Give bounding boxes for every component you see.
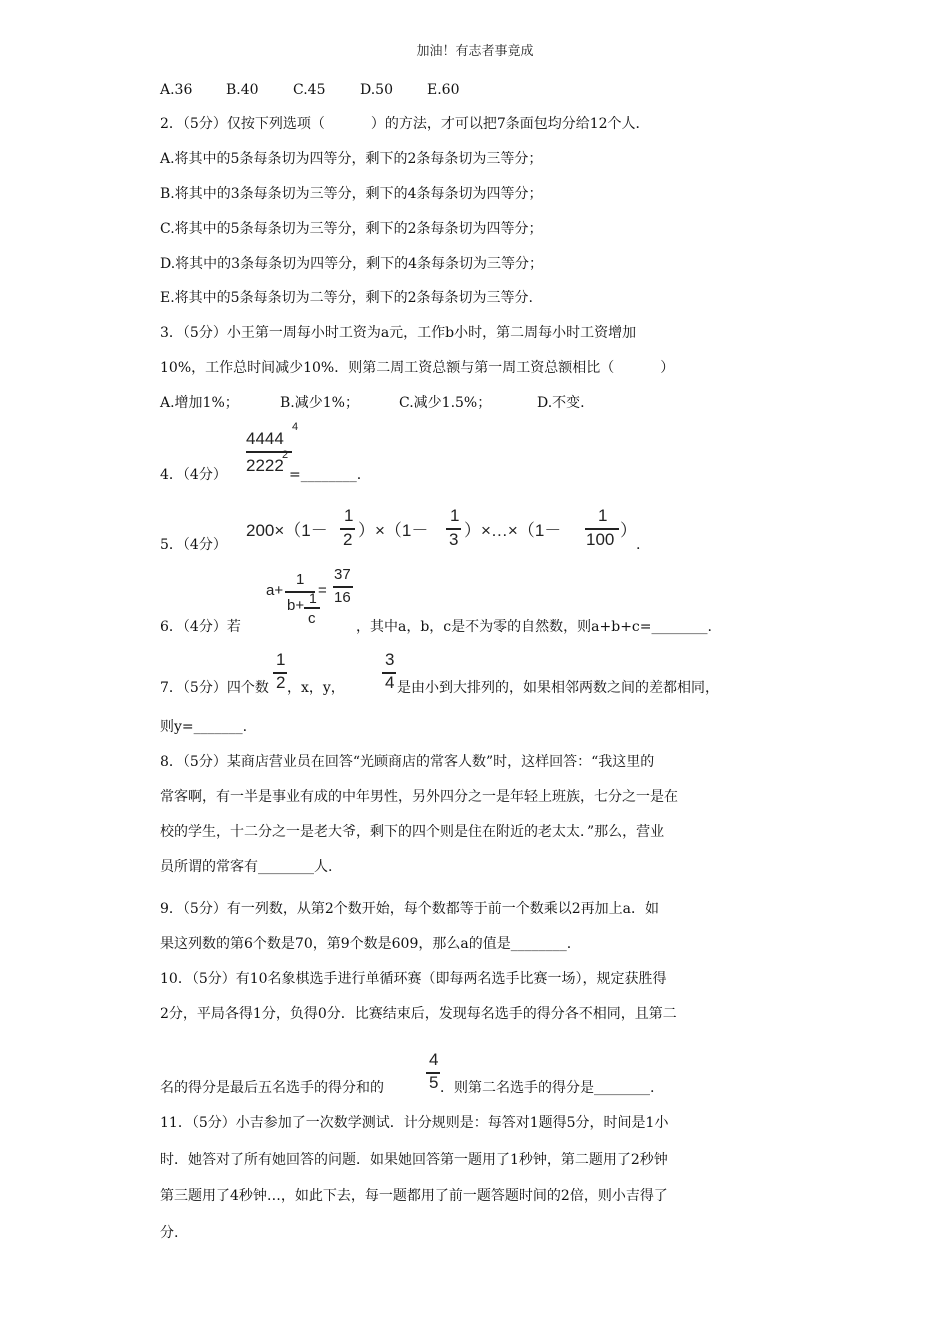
q11-line2: 时．她答对了所有她回答的问题．如果她回答第一题用了1秒钟，第二题用了2秒钟 [160, 1152, 668, 1168]
q3-option-d: D.不变. [537, 395, 585, 411]
q2-stem-start: 2．（5分）仅按下列选项（ [160, 116, 325, 132]
q8-line3: 校的学生，十二分之一是老大爷，剩下的四个则是住在附近的老太太．”那么，营业 [160, 824, 665, 840]
q3-option-a: A.增加1%； [160, 395, 239, 411]
q6-c: c [308, 610, 316, 627]
q3-option-b: B.减少1%； [280, 395, 359, 411]
q7-f1-den: 2 [276, 673, 286, 692]
q9-line2: 果这列数的第6个数是70，第9个数是609，那么a的值是________. [160, 936, 572, 952]
q6-rhs-bar [333, 586, 353, 588]
q5-lead: 200×（1－ [246, 521, 328, 540]
q7-f2-den: 4 [385, 673, 395, 692]
q5-f1-den: 2 [343, 530, 353, 549]
q5-mid2: ）×…×（1－ [464, 521, 562, 540]
q4-label: 4．（4分） [160, 467, 227, 483]
q5-f2-num: 1 [450, 506, 460, 525]
q10-line3-start: 名的得分是最后五名选手的得分和的 [160, 1080, 384, 1096]
q6-a-plus: a+ [266, 582, 284, 599]
q1-option-c: C.45 [293, 82, 326, 98]
q3-option-c: C.减少1.5%； [399, 395, 492, 411]
q5-tail: . [636, 537, 641, 553]
q2-option-b: B.将其中的3条每条切为三等分，剩下的4条每条切为四等分； [160, 186, 543, 202]
q5-label: 5．（4分） [160, 537, 227, 553]
q3-stem-line2-text: 10%，工作总时间减少10%．则第二周工资总额与第一周工资总额相比（ [160, 360, 615, 376]
page-header-motto: 加油！有志者事竟成 [416, 44, 534, 59]
q10-line2: 2分，平局各得1分，负得0分．比赛结束后，发现每名选手的得分各不相同，且第二 [160, 1006, 677, 1022]
q4-denominator-exponent: 2 [282, 449, 289, 461]
q2-option-c: C.将其中的5条每条切为三等分，剩下的2条每条切为四等分； [160, 221, 543, 237]
q6-rhs-den: 16 [334, 589, 351, 606]
q1-option-d: D.50 [360, 82, 393, 98]
q5-f3-num: 1 [598, 506, 608, 525]
q6-tail: ，其中a，b，c是不为零的自然数，则a+b+c=________. [356, 619, 712, 635]
q10-frac-num: 4 [429, 1050, 439, 1069]
q2-stem [160, 114, 650, 134]
q7-tail: 是由小到大排列的，如果相邻两数之间的差都相同， [397, 680, 719, 696]
q5-close: ） [620, 521, 637, 540]
q8-line4: 员所谓的常客有________人. [160, 859, 333, 875]
q7-mid: ，x，y， [287, 680, 345, 696]
q2-stem-end: ）的方法，才可以把7条面包均分给12个人． [370, 116, 650, 132]
q3-stem-line2 [160, 358, 674, 378]
q10-line1: 10．（5分）有10名象棋选手进行单循环赛（即每两名选手比赛一场），规定获胜得 [160, 971, 667, 987]
q4-denominator-base: 2222 [246, 456, 284, 475]
q3-stem-line2-close: ） [660, 360, 675, 376]
q5-mid1: ）×（1－ [358, 521, 429, 540]
q7-f2-num: 3 [385, 650, 395, 669]
q11-line3: 第三题用了4秒钟…，如此下去，每一题都用了前一题答题时间的2倍，则小吉得了 [160, 1188, 668, 1204]
q1-option-e: E.60 [427, 82, 460, 98]
q8-line1: 8．（5分）某商店营业员在回答“光顾商店的常客人数”时，这样回答：“我这里的 [160, 754, 655, 770]
q7-label: 7．（5分）四个数 [160, 680, 269, 696]
q5-f2-den: 3 [449, 530, 459, 549]
q4-numerator-exponent: 4 [292, 421, 299, 433]
q7-f1-num: 1 [276, 650, 286, 669]
q3-stem-line1: 3．（5分）小王第一周每小时工资为a元，工作b小时，第二周每小时工资增加 [160, 325, 637, 341]
q6-one-inner: 1 [309, 590, 317, 606]
q2-option-d: D.将其中的3条每条切为四等分，剩下的4条每条切为三等分； [160, 256, 543, 272]
q5-f3-den: 100 [586, 530, 615, 549]
q6-equals: = [318, 582, 327, 599]
q9-line1: 9．（5分）有一列数，从第2个数开始，每个数都等于前一个数乘以2再加上a．如 [160, 901, 659, 917]
q4-numerator-base: 4444 [246, 429, 284, 448]
q1-option-b: B.40 [226, 82, 259, 98]
q1-option-a: A.36 [160, 82, 193, 98]
q4-answer-blank: =________. [289, 467, 362, 483]
q11-line1: 11．（5分）小吉参加了一次数学测试．计分规则是：每答对1题得5分，时间是1小 [160, 1115, 669, 1131]
q6-one-outer: 1 [296, 571, 305, 588]
q2-option-a: A.将其中的5条每条切为四等分，剩下的2条每条切为三等分； [160, 151, 543, 167]
q7-line2: 则y=_______. [160, 719, 248, 735]
q11-line4: 分. [160, 1225, 179, 1241]
q8-line2: 常客啊，有一半是事业有成的中年男性，另外四分之一是年轻上班族，七分之一是在 [160, 789, 678, 805]
q6-rhs-num: 37 [334, 566, 351, 583]
q6-inner-bar [304, 607, 320, 609]
q10-line3-end: ．则第二名选手的得分是________. [440, 1080, 655, 1096]
q2-option-e: E.将其中的5条每条切为二等分，剩下的2条每条切为三等分. [160, 290, 533, 306]
q5-f1-num: 1 [344, 506, 354, 525]
q6-b-plus: b+ [287, 597, 305, 614]
q6-label: 6．（4分）若 [160, 619, 241, 635]
q10-frac-den: 5 [429, 1073, 439, 1092]
